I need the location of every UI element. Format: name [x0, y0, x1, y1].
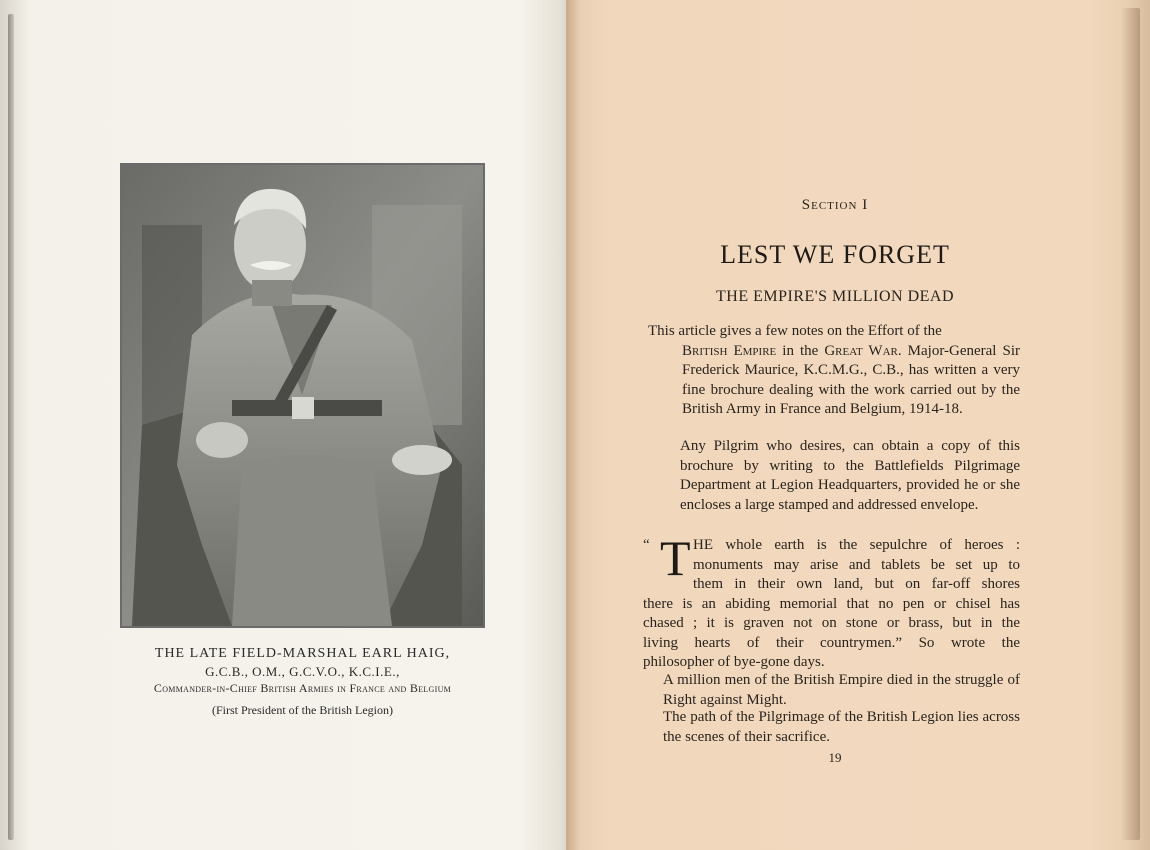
page-subtitle: THE EMPIRE'S MILLION DEAD: [715, 288, 955, 305]
portrait-caption: [100, 645, 505, 720]
quote-line: living hearts of their countrymen.” So wrote the: [643, 634, 1020, 651]
pilgrimage-path-paragraph: [643, 708, 1020, 747]
million-men-text: A million men of the British Empire died in the struggle of Right against Might.: [663, 672, 1020, 708]
quote-line: philosopher of bye-gone days.: [643, 654, 825, 670]
intro-paragraph: [648, 322, 1020, 420]
intro-first-line: This article gives a few notes on the Effort of the: [648, 323, 942, 339]
million-men-paragraph: [643, 671, 1020, 710]
intro-rest-text: . Major-General Sir Frederick Maurice, K.C.M.G., C.B., has written a very fine brochure dealing with the work carried out by the British Army in France and Belgium, 1914-18.: [682, 342, 1021, 417]
caption-title-line: Commander-in-Chief British Armies in France and Belgium: [153, 681, 452, 695]
haig-portrait-image: [122, 165, 483, 626]
quote-line: HE whole earth is the sepulchre of heroes :: [693, 537, 1020, 553]
intro-continuation: [648, 342, 1020, 420]
page-title: LEST WE FORGET: [720, 240, 950, 269]
intro-joiner-text: in the: [776, 342, 825, 359]
great-war-text: Great War: [824, 342, 898, 359]
open-quote-mark: “: [643, 537, 650, 553]
quote-line: them in their own land, but on far-off shores: [693, 576, 1020, 592]
quote-paragraph: [643, 530, 1020, 673]
quote-line: monuments may arise and tablets be set up to: [693, 556, 1020, 573]
pilgrimage-path-text: The path of the Pilgrimage of the British Legion lies across the scenes of their sacrifice.: [663, 709, 1020, 745]
caption-name-line: THE LATE FIELD-MARSHAL EARL HAIG,: [154, 646, 451, 661]
british-empire-text: British Empire: [682, 342, 777, 359]
drop-cap: T: [660, 530, 691, 586]
caption-honours-line: G.C.B., O.M., G.C.V.O., K.C.I.E.,: [205, 664, 400, 679]
page-number: 19: [828, 750, 842, 765]
quote-line: chased ; it is graven not on stone or brass, but in the: [643, 615, 1020, 631]
quote-line: there is an abiding memorial that no pen or chisel has: [643, 595, 1020, 612]
pilgrim-paragraph: Any Pilgrim who desires, can obtain a copy of this brochure by writing to the Battlefields Pilgrimage Department at Legion Headquarters, provided he or she encloses a large stamped and addressed envelope.: [680, 438, 1020, 513]
section-heading: Section I: [801, 197, 869, 213]
caption-note-line: (First President of the British Legion): [212, 703, 393, 717]
portrait-plate: [120, 163, 485, 628]
